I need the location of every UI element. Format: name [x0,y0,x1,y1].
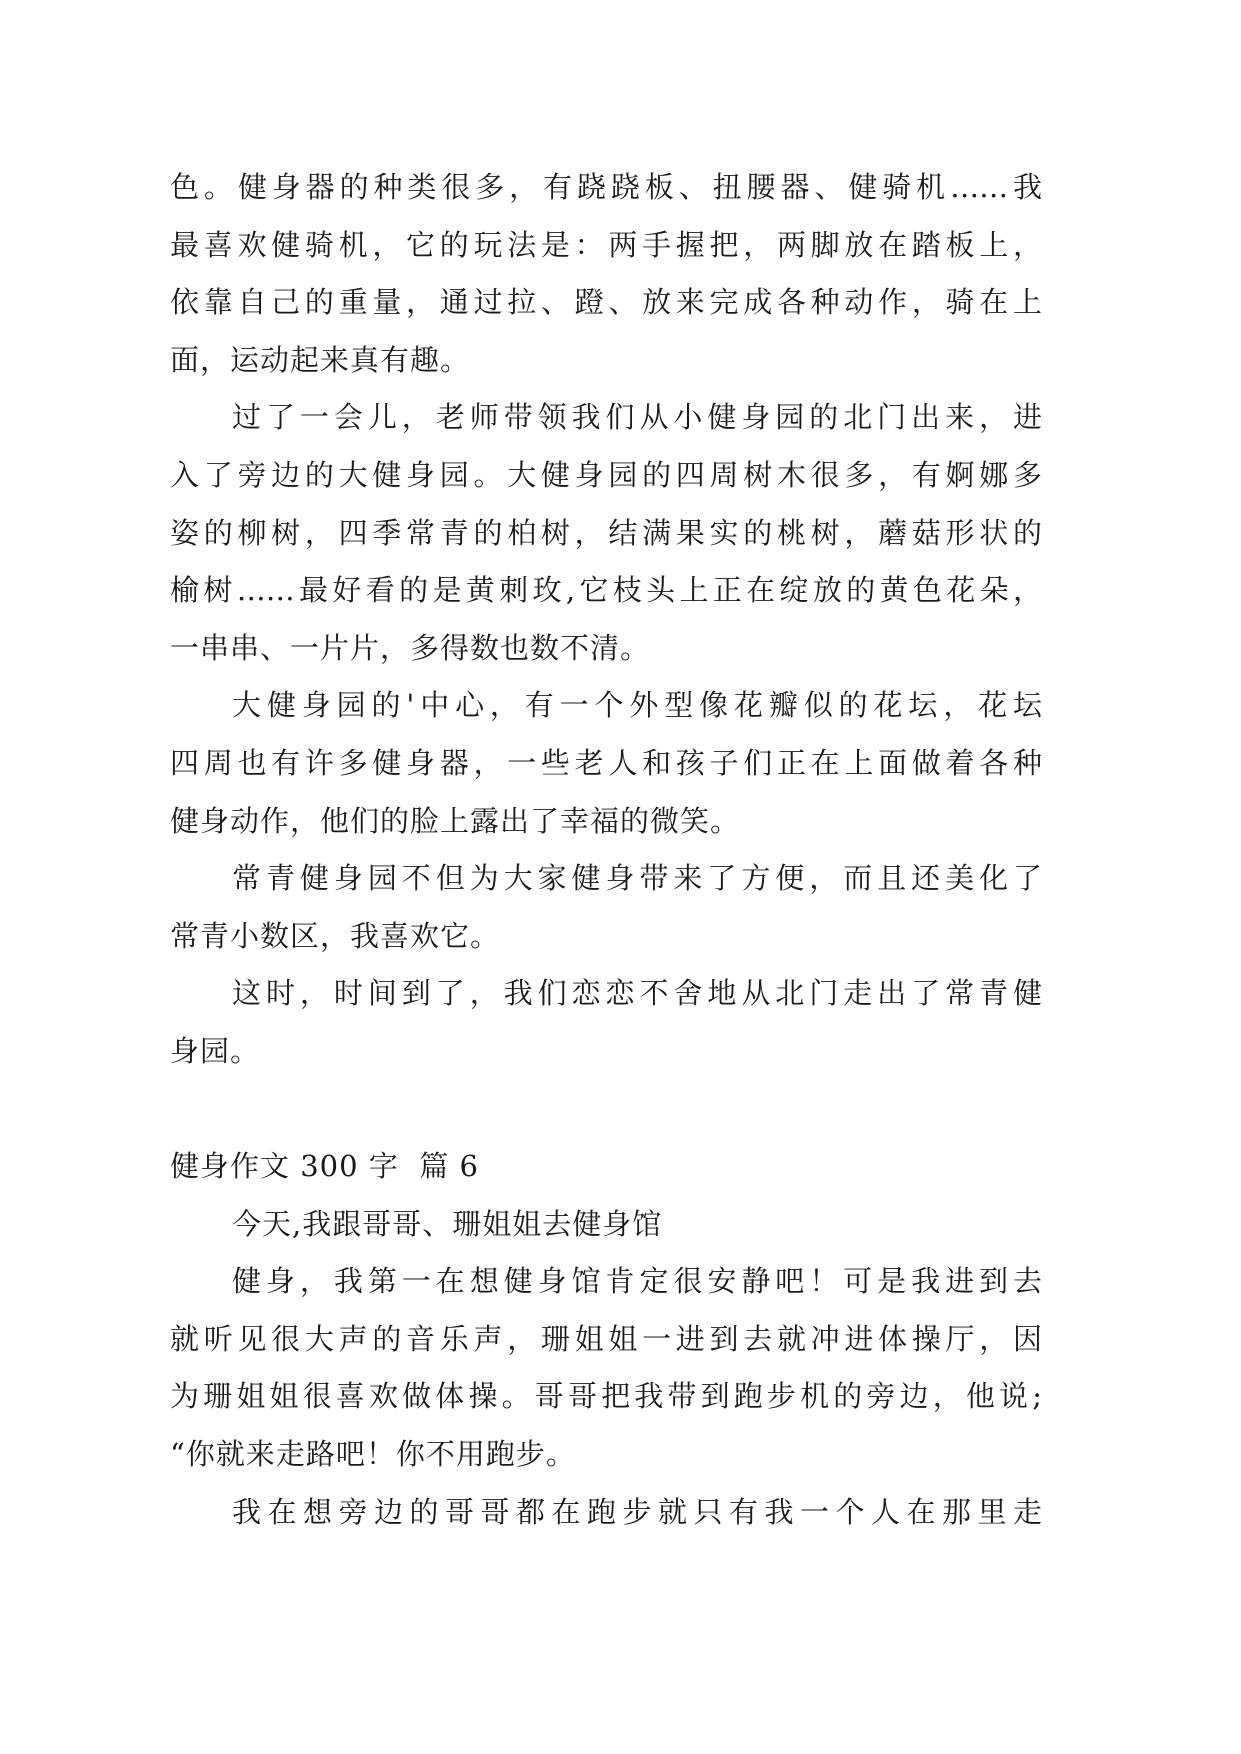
text-line: 色。健身器的种类很多，有跷跷板、扭腰器、健骑机……我 [170,170,1042,204]
text-line: 就听见很大声的音乐声，珊姐姐一进到去就冲进体操厅，因 [170,1321,1042,1356]
section-heading: 健身作文 300 字 篇 6 [170,1149,479,1184]
text-line: 一串串、一片片，多得数也数不清。 [170,630,651,665]
essay-section-1 [170,159,1042,1081]
text-line: 依靠自己的重量，通过拉、蹬、放来完成各种动作，骑在上 [170,285,1042,320]
paragraph-first-line: 这时，时间到了，我们恋恋不舍地从北门走出了常青健 [232,976,1042,1011]
text-line: 为珊姐姐很喜欢做体操。哥哥把我带到跑步机的旁边，他说; [170,1379,1042,1414]
text-line: 健身动作，他们的脸上露出了幸福的微笑。 [170,803,741,838]
text-line: 四周也有许多健身器，一些老人和孩子们正在上面做着各种 [170,745,1042,780]
paragraph-first-line: 大健身园的'中心，有一个外型像花瓣似的花坛，花坛 [232,688,1042,723]
text-line: 姿的柳树，四季常青的柏树，结满果实的桃树，蘑菇形状的 [170,515,1042,550]
text-line: 身园。 [170,1033,261,1068]
text-line: 入了旁边的大健身园。大健身园的四周树木很多，有婀娜多 [170,457,1042,492]
paragraph-first-line: 健身，我第一在想健身馆肯定很安静吧！可是我进到去 [232,1264,1042,1299]
section-gap [170,1081,1042,1139]
essay-section-2 [170,1196,1042,1542]
text-line: 榆树……最好看的是黄刺玫,它枝头上正在绽放的黄色花朵， [170,573,1042,608]
paragraph-first-line: 过了一会儿，老师带领我们从小健身园的北门出来，进 [232,400,1042,435]
text-line: 最喜欢健骑机，它的玩法是：两手握把，两脚放在踏板上， [170,227,1042,262]
document-page [170,159,1042,1541]
paragraph-first-line: 常青健身园不但为大家健身带来了方便，而且还美化了 [232,861,1042,896]
text-line: 面，运动起来真有趣。 [170,342,471,377]
paragraph-first-line: 我在想旁边的哥哥都在跑步就只有我一个人在那里走 [232,1494,1042,1529]
paragraph-first-line: 今天,我跟哥哥、珊姐姐去健身馆 [232,1206,663,1241]
text-line: 常青小数区，我喜欢它。 [170,918,501,953]
text-line: “你就来走路吧！你不用跑步。 [170,1437,576,1472]
